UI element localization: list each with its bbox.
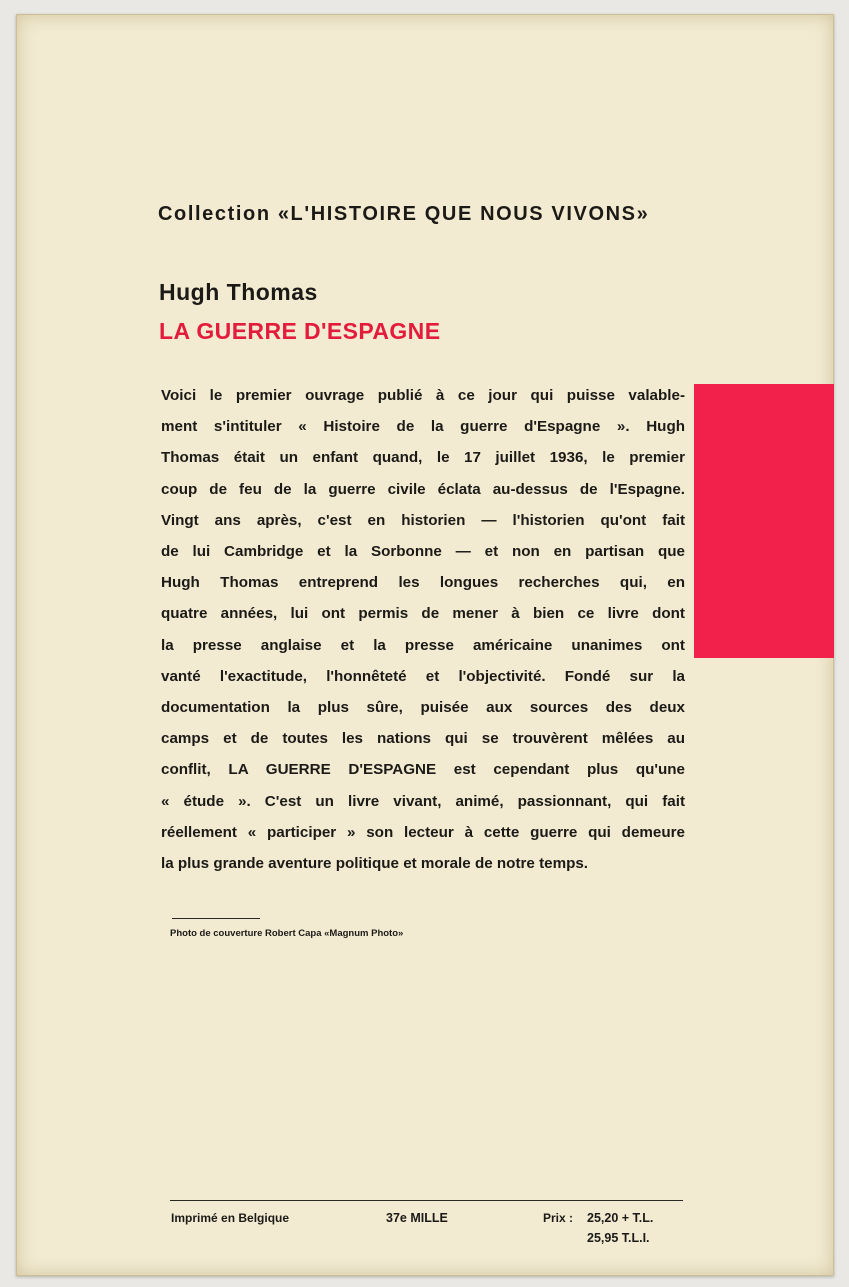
blurb-line: de lui Cambridge et la Sorbonne — et non en partisan que [161, 543, 685, 561]
printed-in: Imprimé en Belgique [171, 1211, 290, 1225]
edition-count: 37e MILLE [386, 1211, 448, 1225]
red-flag-band [694, 384, 834, 658]
blurb-line: Vingt ans après, c'est en historien — l'historien qu'ont fait [161, 511, 685, 529]
footer-divider [170, 1200, 683, 1201]
blurb-line: conflit, LA GUERRE D'ESPAGNE est cependant plus qu'une [161, 761, 685, 779]
collection-line: Collection «L'HISTOIRE QUE NOUS VIVONS» [158, 203, 650, 225]
blurb-line: la presse anglaise et la presse américaine unanimes ont [161, 636, 685, 654]
photo-credit: Photo de couverture Robert Capa «Magnum Photo» [170, 928, 404, 939]
blurb-line: quatre années, lui ont permis de mener à bien ce livre dont [161, 605, 685, 623]
price-value-1: 25,20 + T.L. [587, 1211, 654, 1225]
blurb-line: ment s'intituler « Histoire de la guerre d'Espagne ». Hugh [161, 418, 685, 436]
blurb-line: « étude ». C'est un livre vivant, animé, passionnant, qui fait [161, 792, 685, 810]
credit-divider [172, 918, 260, 919]
blurb-line: Thomas était un enfant quand, le 17 juillet 1936, le premier [161, 449, 685, 467]
blurb-line: réellement « participer » son lecteur à cette guerre qui demeure [161, 823, 685, 841]
author-name: Hugh Thomas [159, 279, 318, 305]
blurb-line: vanté l'exactitude, l'honnêteté et l'objectivité. Fondé sur la [161, 667, 685, 685]
blurb-line: Hugh Thomas entreprend les longues recherches qui, en [161, 574, 685, 592]
price-label: Prix : [543, 1211, 574, 1225]
blurb-line: documentation la plus sûre, puisée aux sources des deux [161, 699, 685, 717]
blurb-line: Voici le premier ouvrage publié à ce jour qui puisse valable- [161, 387, 685, 404]
blurb-line: camps et de toutes les nations qui se trouvèrent mêlées au [161, 730, 685, 748]
book-title: LA GUERRE D'ESPAGNE [159, 318, 441, 344]
blurb-line: la plus grande aventure politique et morale de notre temps. [161, 855, 589, 873]
blurb-paragraph [161, 380, 685, 879]
price-value-2: 25,95 T.L.I. [587, 1231, 650, 1245]
blurb-line: coup de feu de la guerre civile éclata au-dessus de l'Espagne. [161, 480, 685, 498]
